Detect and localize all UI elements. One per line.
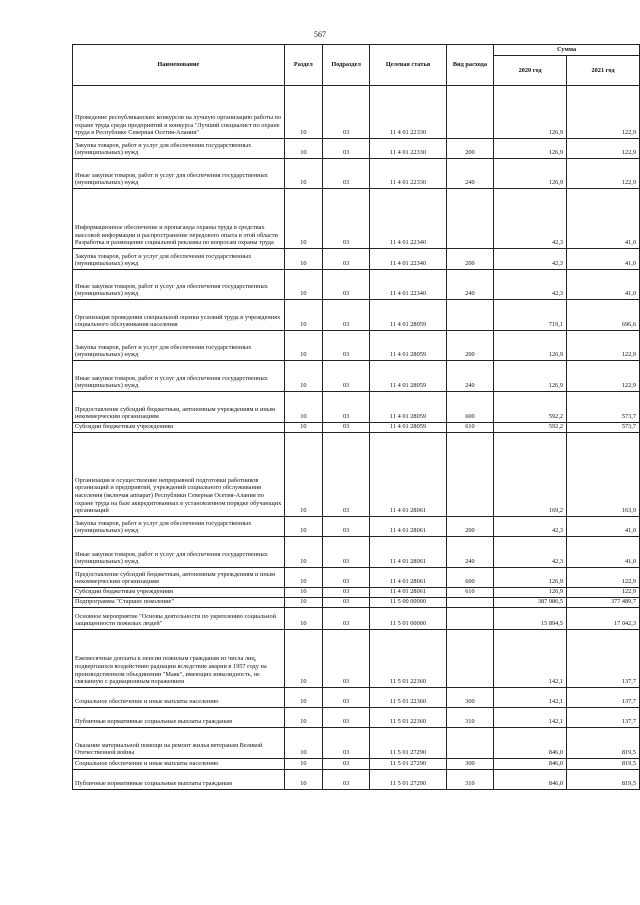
table-row (73, 423, 640, 433)
header-razdel: Раздел (284, 45, 322, 86)
row-amount-2020: 42,3 (494, 249, 567, 270)
row-tselevaya: 11 4 01 22330 (370, 159, 446, 189)
row-podrazdel: 03 (322, 537, 369, 568)
row-razdel: 10 (284, 517, 322, 537)
table-row (73, 189, 640, 249)
row-amount-2020: 42,3 (494, 537, 567, 568)
row-amount-2021: 163,9 (567, 433, 640, 517)
row-tselevaya: 11 4 01 28061 (370, 568, 446, 588)
row-podrazdel: 03 (322, 86, 369, 139)
header-name: Наименование (73, 45, 285, 86)
row-amount-2021: 137,7 (567, 630, 640, 688)
row-razdel: 10 (284, 86, 322, 139)
table-row (73, 708, 640, 728)
row-amount-2021: 122,9 (567, 588, 640, 598)
row-name: Закупка товаров, работ и услуг для обеспечения государственных (муниципальных) нужд (73, 139, 285, 159)
row-name: Субсидии бюджетным учреждениям (73, 423, 285, 433)
table-row (73, 537, 640, 568)
table-row (73, 770, 640, 790)
row-razdel: 10 (284, 423, 322, 433)
table-row (73, 300, 640, 331)
row-amount-2021: 137,7 (567, 708, 640, 728)
row-razdel: 10 (284, 270, 322, 300)
row-razdel: 10 (284, 630, 322, 688)
row-tselevaya: 11 4 01 22330 (370, 86, 446, 139)
row-vid (446, 608, 493, 630)
row-razdel: 10 (284, 770, 322, 790)
row-razdel: 10 (284, 568, 322, 588)
row-vid: 200 (446, 331, 493, 361)
row-amount-2021: 122,9 (567, 331, 640, 361)
row-tselevaya: 11 5 01 22360 (370, 688, 446, 708)
row-amount-2021: 41,0 (567, 189, 640, 249)
header-summa: Сумма (494, 45, 640, 56)
row-amount-2021: 573,7 (567, 392, 640, 423)
row-amount-2020: 846,0 (494, 759, 567, 770)
row-podrazdel: 03 (322, 588, 369, 598)
row-name: Закупка товаров, работ и услуг для обеспечения государственных (муниципальных) нужд (73, 517, 285, 537)
row-name: Закупка товаров, работ и услуг для обеспечения государственных (муниципальных) нужд (73, 331, 285, 361)
row-razdel: 10 (284, 588, 322, 598)
row-amount-2020: 126,9 (494, 361, 567, 392)
row-razdel: 10 (284, 728, 322, 759)
row-podrazdel: 03 (322, 568, 369, 588)
row-name: Публичные нормативные социальные выплаты гражданам (73, 708, 285, 728)
row-amount-2020: 592,2 (494, 392, 567, 423)
row-podrazdel: 03 (322, 331, 369, 361)
table-row (73, 568, 640, 588)
row-razdel: 10 (284, 688, 322, 708)
table-row (73, 598, 640, 608)
row-podrazdel: 03 (322, 630, 369, 688)
table-row (73, 270, 640, 300)
row-amount-2020: 126,9 (494, 588, 567, 598)
table-row (73, 688, 640, 708)
row-vid: 610 (446, 423, 493, 433)
row-name: Информационное обеспечение и пропаганда охраны труда в средствах массовой информации и распространение передового опыта в этой области Разработка и размещение социальной рекламы по вопросам охраны труда (73, 189, 285, 249)
row-amount-2020: 42,3 (494, 189, 567, 249)
row-amount-2021: 41,0 (567, 249, 640, 270)
row-razdel: 10 (284, 759, 322, 770)
row-podrazdel: 03 (322, 598, 369, 608)
row-name: Публичные нормативные социальные выплаты гражданам (73, 770, 285, 790)
row-razdel: 10 (284, 361, 322, 392)
row-amount-2021: 819,5 (567, 759, 640, 770)
row-amount-2020: 142,1 (494, 630, 567, 688)
row-vid: 300 (446, 759, 493, 770)
row-razdel: 10 (284, 537, 322, 568)
table-row (73, 759, 640, 770)
table-row (73, 728, 640, 759)
row-vid (446, 433, 493, 517)
row-amount-2021: 41,0 (567, 270, 640, 300)
header-year-2020: 2020 год (494, 56, 567, 86)
row-amount-2020: 592,2 (494, 423, 567, 433)
row-name: Ежемесячные доплаты к пенсии пожилым гражданам из числа лиц, подвергшихся воздействию радиации вследствие аварии в 1957 году на производственном объединении "Маяк", имеющих инвалидность, не связанную с радиационным поражением (73, 630, 285, 688)
row-tselevaya: 11 4 01 28059 (370, 392, 446, 423)
row-vid: 610 (446, 588, 493, 598)
header-vid: Вид расхода (446, 45, 493, 86)
row-tselevaya: 11 5 01 00000 (370, 608, 446, 630)
row-podrazdel: 03 (322, 300, 369, 331)
row-amount-2021: 819,5 (567, 728, 640, 759)
row-tselevaya: 11 4 01 28061 (370, 433, 446, 517)
row-tselevaya: 11 4 01 22340 (370, 249, 446, 270)
row-name: Подпрограмма "Старшее поколение" (73, 598, 285, 608)
row-vid: 240 (446, 537, 493, 568)
row-tselevaya: 11 4 01 22340 (370, 189, 446, 249)
row-name: Предоставление субсидий бюджетным, автономным учреждениям и иным некоммерческим организациям (73, 568, 285, 588)
row-name: Иные закупки товаров, работ и услуг для обеспечения государственных (муниципальных) нужд (73, 537, 285, 568)
row-amount-2021: 377 489,7 (567, 598, 640, 608)
row-amount-2021: 122,9 (567, 86, 640, 139)
row-name: Социальное обеспечение и иные выплаты населению (73, 759, 285, 770)
row-tselevaya: 11 5 01 22360 (370, 708, 446, 728)
row-amount-2020: 846,0 (494, 770, 567, 790)
table-row (73, 249, 640, 270)
row-amount-2021: 122,9 (567, 159, 640, 189)
row-vid: 240 (446, 361, 493, 392)
row-razdel: 10 (284, 139, 322, 159)
row-tselevaya: 11 5 01 27290 (370, 759, 446, 770)
row-amount-2021: 819,5 (567, 770, 640, 790)
row-podrazdel: 03 (322, 392, 369, 423)
row-podrazdel: 03 (322, 608, 369, 630)
row-vid (446, 86, 493, 139)
table-row (73, 588, 640, 598)
row-podrazdel: 03 (322, 517, 369, 537)
row-name: Организация и осуществление непрерывной подготовки работников организаций и предприятий, учреждений социального обслуживания населения (включая аппарат) Республики Северная Осетия-Алания по охране труда на базе аккредитованных в установленном порядке обучающих организаций (73, 433, 285, 517)
row-name: Основное мероприятие "Основы деятельности по укреплению социальной защищенности пожилых людей" (73, 608, 285, 630)
row-razdel: 10 (284, 189, 322, 249)
table-row (73, 608, 640, 630)
row-tselevaya: 11 5 01 27290 (370, 728, 446, 759)
row-amount-2020: 126,9 (494, 568, 567, 588)
row-vid: 200 (446, 139, 493, 159)
row-razdel: 10 (284, 433, 322, 517)
row-amount-2020: 719,1 (494, 300, 567, 331)
row-vid: 310 (446, 770, 493, 790)
row-amount-2021: 696,6 (567, 300, 640, 331)
page-number: 567 (314, 30, 326, 39)
header-tselevaya: Целевая статья (370, 45, 446, 86)
row-tselevaya: 11 5 00 00000 (370, 598, 446, 608)
row-tselevaya: 11 4 01 28061 (370, 588, 446, 598)
row-name: Проведение республиканских конкурсов на лучшую организацию работы по охране труда среди предприятий и конкурса "Лучший специалист по охране труда в Республике Северная Осетия-Алания" (73, 86, 285, 139)
row-amount-2020: 126,9 (494, 139, 567, 159)
table-body (73, 86, 640, 790)
table-row (73, 392, 640, 423)
table-row (73, 331, 640, 361)
row-amount-2020: 142,1 (494, 688, 567, 708)
row-name: Предоставление субсидий бюджетным, автономным учреждениям и иным некоммерческим организациям (73, 392, 285, 423)
row-vid: 300 (446, 688, 493, 708)
table-row (73, 630, 640, 688)
row-name: Иные закупки товаров, работ и услуг для обеспечения государственных (муниципальных) нужд (73, 159, 285, 189)
row-name: Закупка товаров, работ и услуг для обеспечения государственных (муниципальных) нужд (73, 249, 285, 270)
row-amount-2020: 126,9 (494, 331, 567, 361)
row-vid (446, 728, 493, 759)
row-amount-2020: 387 986,5 (494, 598, 567, 608)
row-tselevaya: 11 4 01 28059 (370, 331, 446, 361)
row-vid: 600 (446, 392, 493, 423)
row-razdel: 10 (284, 300, 322, 331)
row-vid (446, 300, 493, 331)
row-razdel: 10 (284, 331, 322, 361)
row-tselevaya: 11 4 01 22340 (370, 270, 446, 300)
row-tselevaya: 11 4 01 28059 (370, 300, 446, 331)
row-amount-2020: 126,9 (494, 86, 567, 139)
row-tselevaya: 11 4 01 28059 (370, 361, 446, 392)
row-amount-2020: 169,2 (494, 433, 567, 517)
row-razdel: 10 (284, 608, 322, 630)
row-razdel: 10 (284, 598, 322, 608)
row-razdel: 10 (284, 159, 322, 189)
row-vid: 310 (446, 708, 493, 728)
row-podrazdel: 03 (322, 423, 369, 433)
row-podrazdel: 03 (322, 159, 369, 189)
row-podrazdel: 03 (322, 361, 369, 392)
row-amount-2020: 846,0 (494, 728, 567, 759)
table-row (73, 159, 640, 189)
header-podrazdel: Подраздел (322, 45, 369, 86)
row-podrazdel: 03 (322, 249, 369, 270)
row-tselevaya: 11 4 01 28061 (370, 537, 446, 568)
row-vid: 240 (446, 159, 493, 189)
row-name: Организация проведения специальной оценки условий труда в учреждениях социального обслуживания населения (73, 300, 285, 331)
row-amount-2021: 122,9 (567, 139, 640, 159)
row-tselevaya: 11 4 01 22330 (370, 139, 446, 159)
row-tselevaya: 11 5 01 27290 (370, 770, 446, 790)
row-amount-2021: 17 042,3 (567, 608, 640, 630)
row-tselevaya: 11 4 01 28059 (370, 423, 446, 433)
row-name: Оказание материальной помощи на ремонт жилья ветеранам Великой Отечественной войны (73, 728, 285, 759)
row-amount-2021: 573,7 (567, 423, 640, 433)
header-year-2021: 2021 год (567, 56, 640, 86)
row-vid (446, 598, 493, 608)
row-name: Социальное обеспечение и иные выплаты населению (73, 688, 285, 708)
row-podrazdel: 03 (322, 759, 369, 770)
row-name: Иные закупки товаров, работ и услуг для обеспечения государственных (муниципальных) нужд (73, 270, 285, 300)
row-podrazdel: 03 (322, 189, 369, 249)
row-amount-2020: 15 894,5 (494, 608, 567, 630)
table-row (73, 361, 640, 392)
row-amount-2020: 42,3 (494, 270, 567, 300)
row-vid: 200 (446, 517, 493, 537)
row-amount-2020: 42,3 (494, 517, 567, 537)
row-vid: 600 (446, 568, 493, 588)
row-tselevaya: 11 4 01 28061 (370, 517, 446, 537)
budget-table (72, 44, 640, 790)
table-row (73, 86, 640, 139)
row-amount-2021: 122,9 (567, 361, 640, 392)
row-vid: 200 (446, 249, 493, 270)
row-podrazdel: 03 (322, 139, 369, 159)
row-vid (446, 630, 493, 688)
row-amount-2021: 41,0 (567, 537, 640, 568)
row-name: Субсидии бюджетным учреждениям (73, 588, 285, 598)
row-amount-2021: 122,9 (567, 568, 640, 588)
row-podrazdel: 03 (322, 728, 369, 759)
row-amount-2020: 142,1 (494, 708, 567, 728)
row-razdel: 10 (284, 249, 322, 270)
row-podrazdel: 03 (322, 770, 369, 790)
row-amount-2021: 41,0 (567, 517, 640, 537)
table-row (73, 433, 640, 517)
row-vid: 240 (446, 270, 493, 300)
row-podrazdel: 03 (322, 433, 369, 517)
row-razdel: 10 (284, 392, 322, 423)
table-row (73, 517, 640, 537)
row-podrazdel: 03 (322, 708, 369, 728)
row-tselevaya: 11 5 01 22360 (370, 630, 446, 688)
row-name: Иные закупки товаров, работ и услуг для обеспечения государственных (муниципальных) нужд (73, 361, 285, 392)
row-podrazdel: 03 (322, 688, 369, 708)
row-vid (446, 189, 493, 249)
row-podrazdel: 03 (322, 270, 369, 300)
table-row (73, 139, 640, 159)
row-razdel: 10 (284, 708, 322, 728)
row-amount-2021: 137,7 (567, 688, 640, 708)
row-amount-2020: 126,9 (494, 159, 567, 189)
